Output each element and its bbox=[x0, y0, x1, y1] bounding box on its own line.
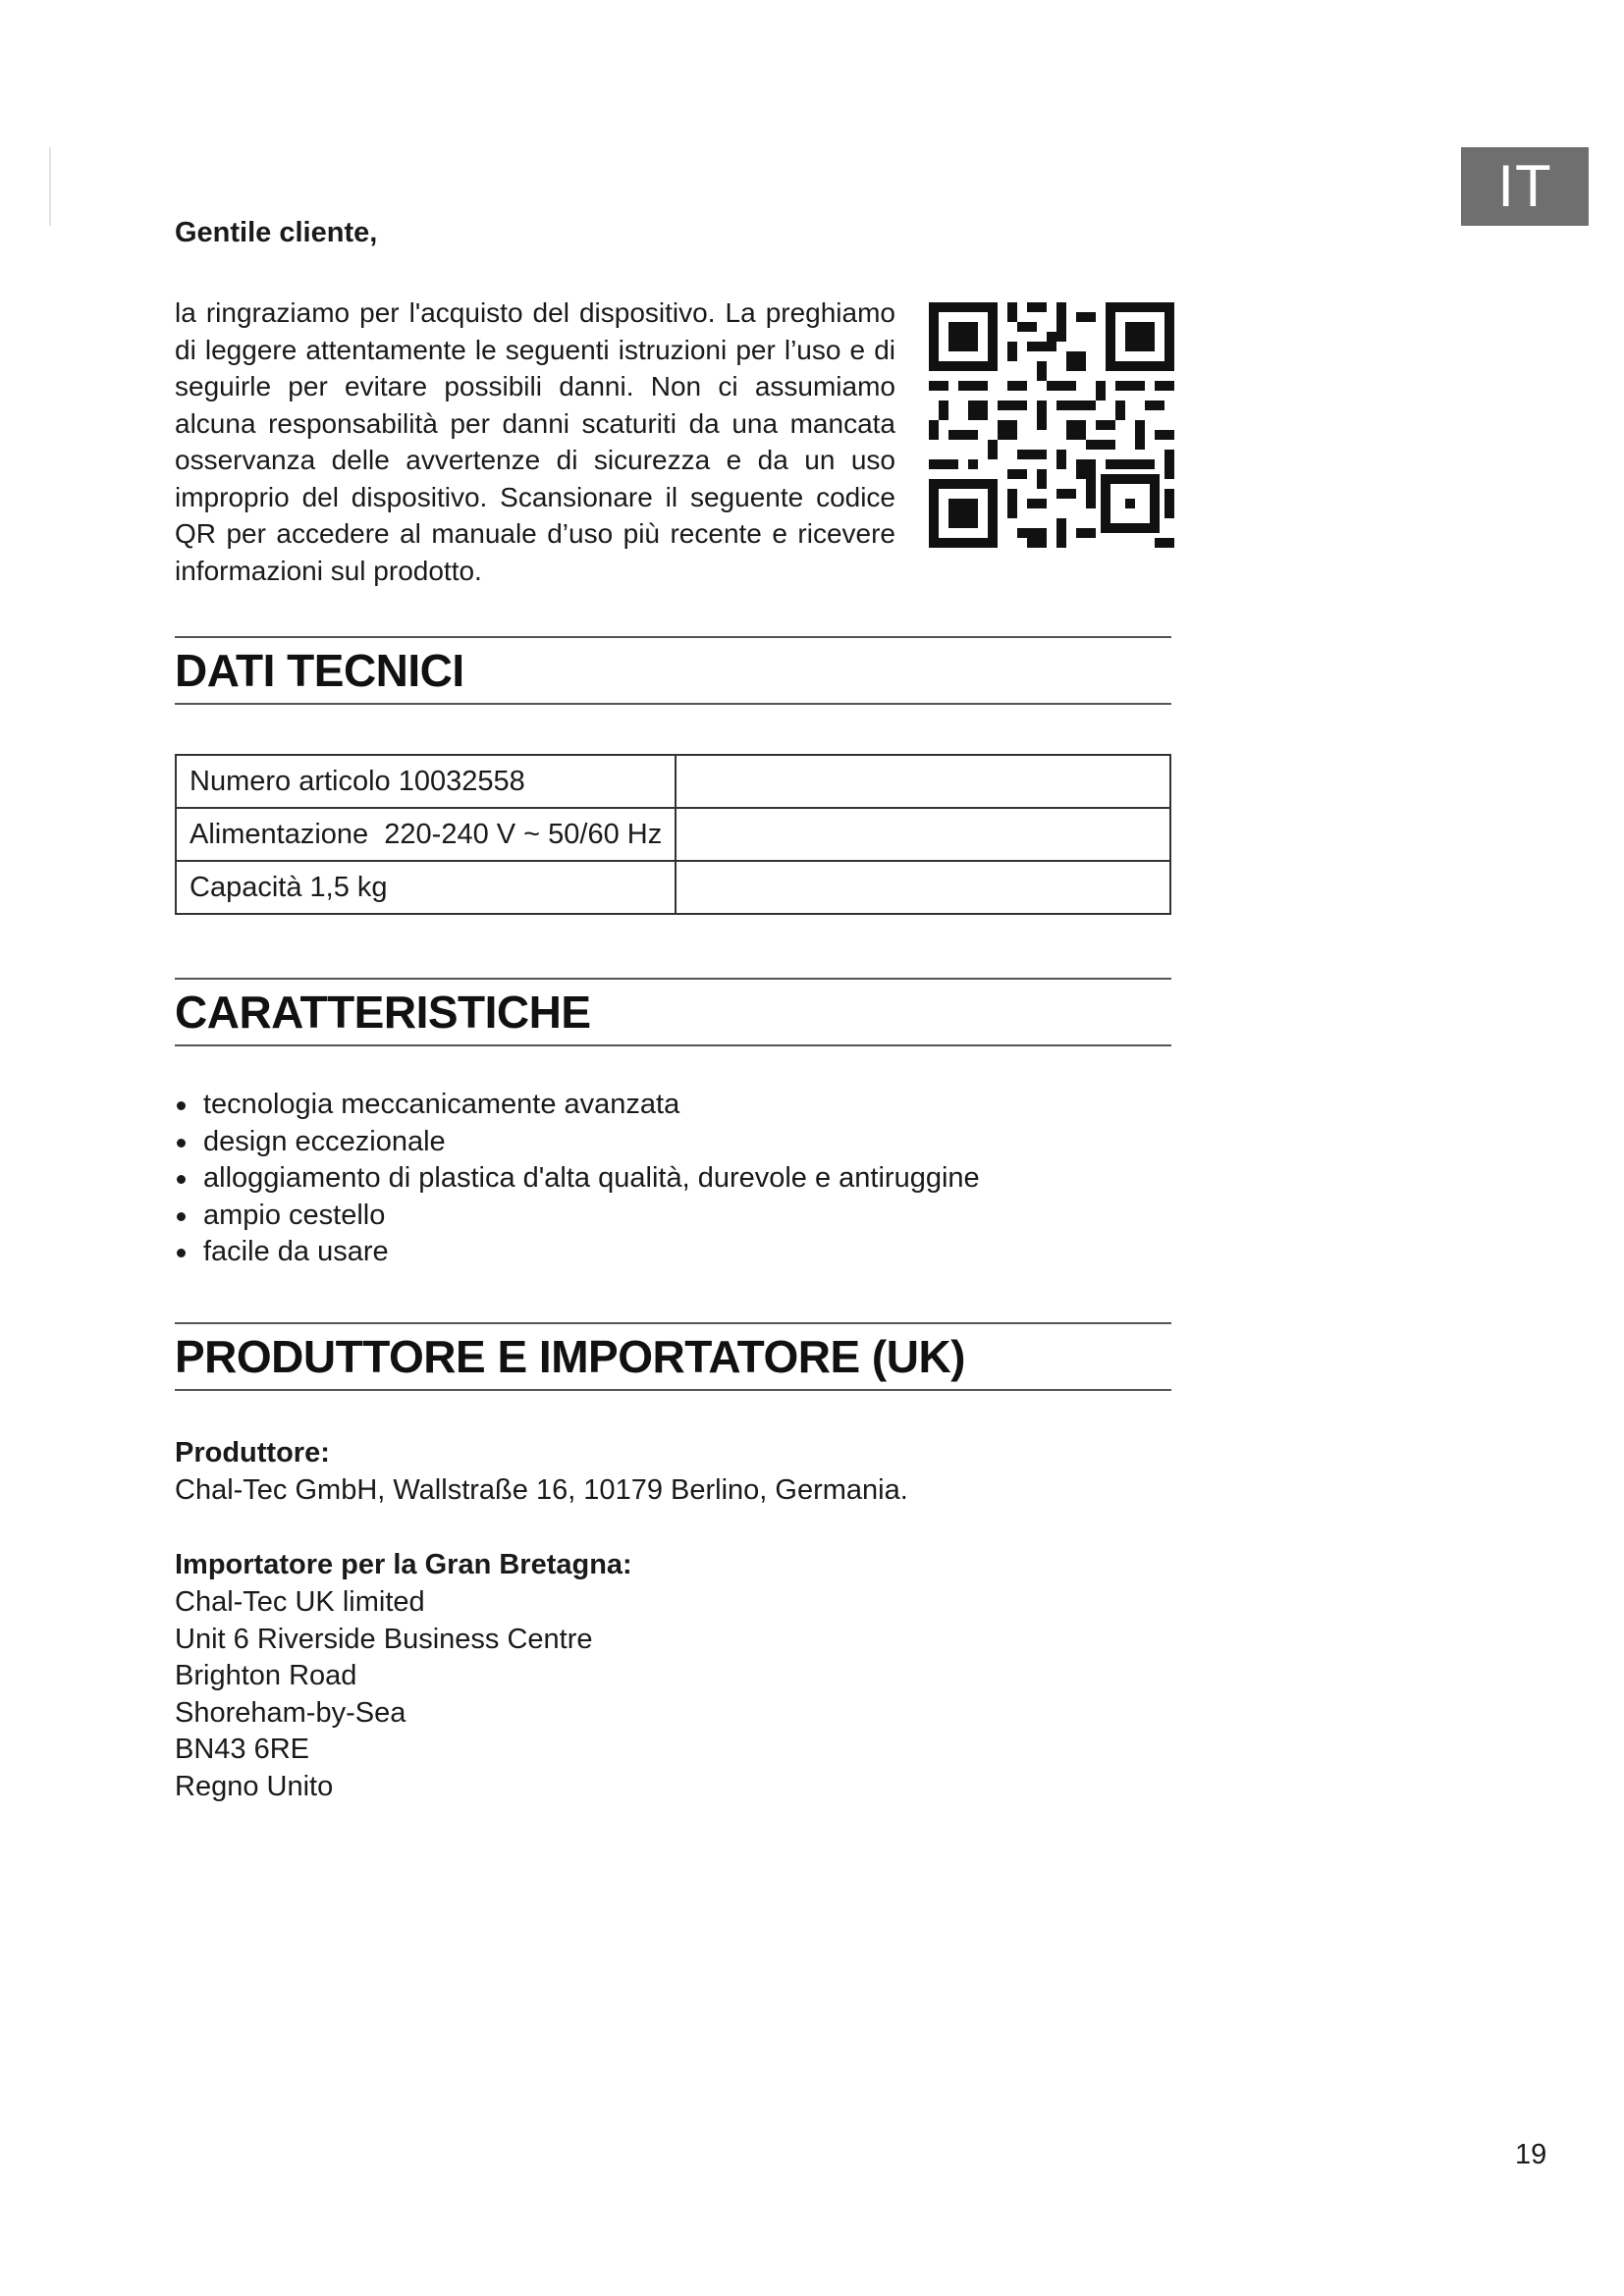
bullet-icon bbox=[177, 1139, 186, 1148]
table-cell-label: Alimentazione 220-240 V ~ 50/60 Hz bbox=[176, 808, 676, 861]
table-cell-value bbox=[676, 755, 1170, 808]
language-tab: IT bbox=[1461, 147, 1589, 226]
list-item: ampio cestello bbox=[175, 1198, 980, 1235]
importer-address bbox=[175, 1584, 593, 1805]
technical-data-table bbox=[175, 754, 1171, 915]
greeting: Gentile cliente, bbox=[175, 217, 378, 248]
table-row bbox=[176, 755, 1170, 808]
producer-address: Chal-Tec GmbH, Wallstraße 16, 10179 Berlino, Germania. bbox=[175, 1474, 908, 1506]
address-line: Chal-Tec UK limited bbox=[175, 1586, 425, 1618]
address-line: Brighton Road bbox=[175, 1660, 357, 1691]
address-line: Regno Unito bbox=[175, 1770, 334, 1802]
bullet-icon bbox=[177, 1249, 186, 1257]
list-item: design eccezionale bbox=[175, 1124, 980, 1161]
table-cell-label: Numero articolo 10032558 bbox=[176, 755, 676, 808]
list-item: alloggiamento di plastica d'alta qualità, durevole e antiruggine bbox=[175, 1160, 980, 1198]
section-title-features: CARATTERISTICHE bbox=[175, 978, 1171, 1046]
table-row bbox=[176, 861, 1170, 914]
section-title-manufacturer: PRODUTTORE E IMPORTATORE (UK) bbox=[175, 1322, 1171, 1391]
section-title-technical-data: DATI TECNICI bbox=[175, 636, 1171, 705]
page-edge-mark bbox=[49, 147, 51, 226]
producer-label: Produttore: bbox=[175, 1437, 330, 1468]
intro-paragraph: la ringraziamo per l'acquisto del dispositivo. La preghiamo di leggere attentamente le seguenti istruzioni per l’uso e di seguirle per evitare possibili danni. Non ci assumiamo alcuna responsabilità per danni scaturiti da una mancata osservanza delle avvertenze di sicurezza e da un uso improprio del dispositivo. Scansionare il seguente codice QR per accedere al manuale d’uso più recente e ricevere informazioni sul prodotto. bbox=[175, 297, 895, 586]
bullet-icon bbox=[177, 1175, 186, 1184]
table-row bbox=[176, 808, 1170, 861]
list-item: facile da usare bbox=[175, 1234, 980, 1271]
address-line: Unit 6 Riverside Business Centre bbox=[175, 1623, 593, 1655]
table-cell-value bbox=[676, 861, 1170, 914]
importer-label: Importatore per la Gran Bretagna: bbox=[175, 1549, 632, 1580]
page-number: 19 bbox=[1515, 2139, 1547, 2170]
features-list bbox=[175, 1087, 980, 1271]
list-item: tecnologia meccanicamente avanzata bbox=[175, 1087, 980, 1124]
address-line: BN43 6RE bbox=[175, 1734, 310, 1765]
address-line: Shoreham-by-Sea bbox=[175, 1696, 406, 1729]
table-cell-label: Capacità 1,5 kg bbox=[176, 861, 676, 914]
qr-code-icon bbox=[929, 302, 1174, 548]
table-cell-value bbox=[676, 808, 1170, 861]
bullet-icon bbox=[177, 1212, 186, 1221]
bullet-icon bbox=[177, 1101, 186, 1110]
